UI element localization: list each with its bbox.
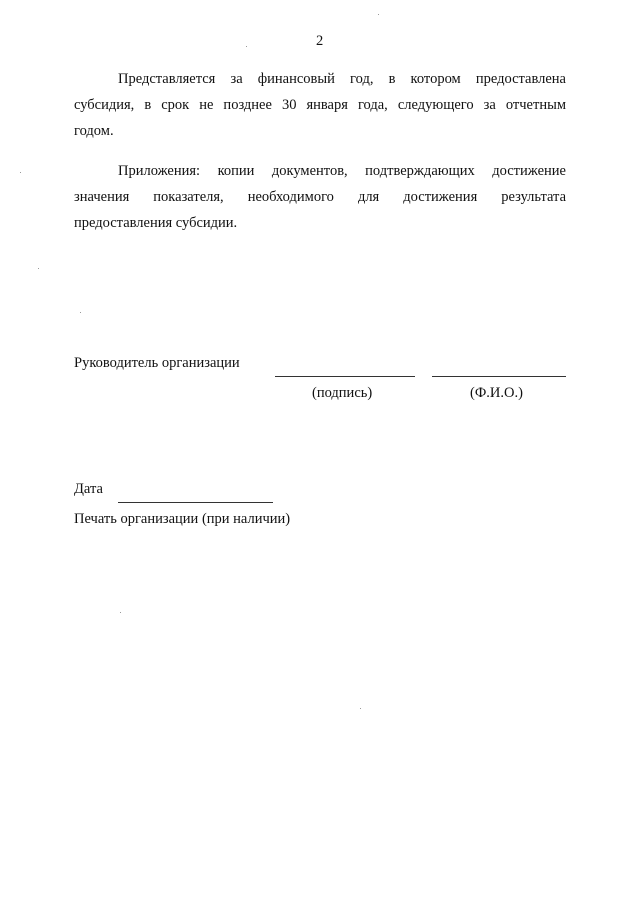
scan-speck [360, 708, 361, 709]
paragraph-1-line-1: Представляется за финансовый год, в котором предоставлена [118, 71, 566, 87]
scan-speck [20, 172, 21, 173]
scan-speck [38, 268, 39, 269]
signature-caption: (подпись) [312, 385, 373, 401]
date-label: Дата [74, 481, 103, 497]
scan-speck [378, 14, 379, 15]
paragraph-1-line-3: годом. [74, 123, 114, 139]
paragraph-1-line-2: субсидия, в срок не позднее 30 января года, следующего за отчетным [74, 97, 566, 113]
date-line [118, 502, 273, 503]
paragraph-2-line-2: значения показателя, необходимого для достижения результата [74, 189, 566, 205]
paragraph-2-line-1: Приложения: копии документов, подтверждающих достижение [118, 163, 566, 179]
scan-speck [120, 612, 121, 613]
head-of-organization-label: Руководитель организации [74, 355, 240, 371]
paragraph-2-line-3: предоставления субсидии. [74, 215, 238, 231]
full-name-line [432, 376, 566, 377]
stamp-label: Печать организации (при наличии) [74, 511, 291, 527]
scan-speck [80, 312, 81, 313]
signature-line [275, 376, 415, 377]
page-number: 2 [316, 33, 324, 49]
full-name-caption: (Ф.И.О.) [470, 385, 523, 401]
scan-speck [246, 46, 247, 47]
